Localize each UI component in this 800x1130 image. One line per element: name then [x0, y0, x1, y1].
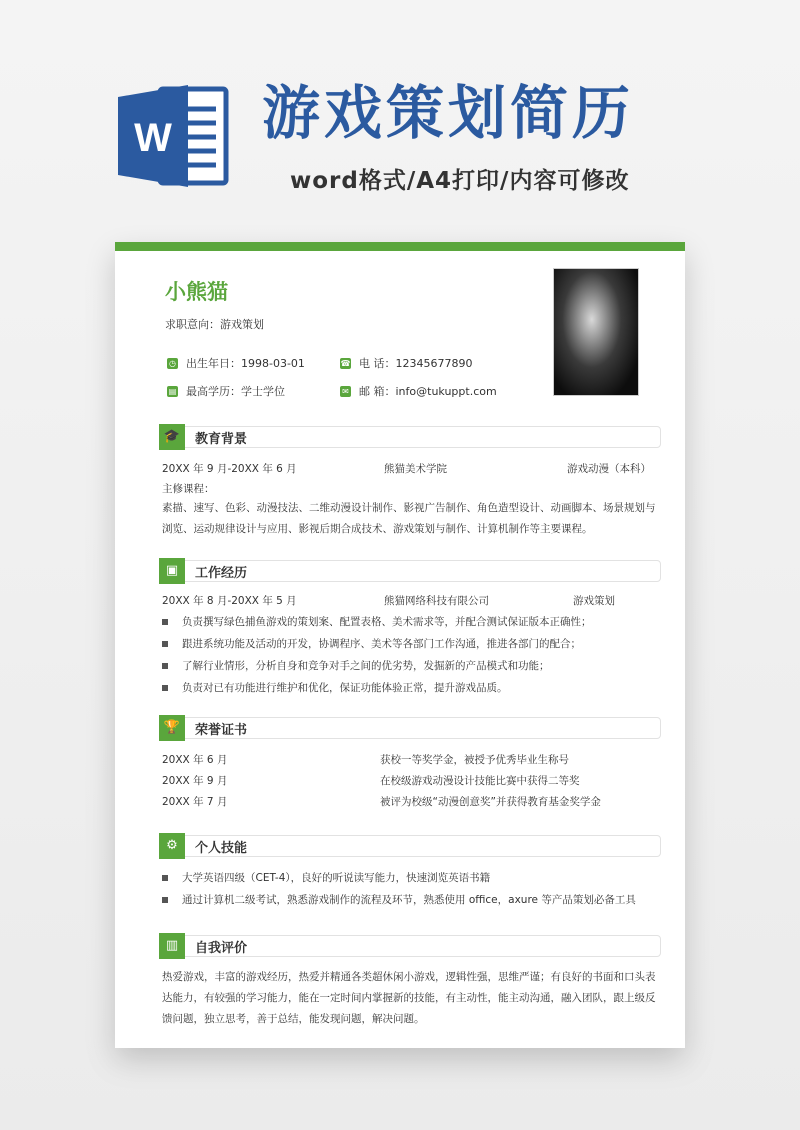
section-honors	[159, 717, 661, 741]
courses-label: 主修课程：	[162, 483, 215, 495]
resume-sheet	[115, 242, 685, 1048]
birth-text: 出生年日：1998-03-01	[186, 357, 305, 370]
graduation-cap-icon: 🎓	[159, 424, 185, 450]
section-work	[159, 560, 661, 584]
list-item: 大学英语四级（CET-4），良好的听说读写能力，快速浏览英语书籍	[162, 870, 662, 886]
education-school: 熊猫美术学院	[384, 463, 447, 475]
notepad-icon: ▥	[159, 933, 185, 959]
education-major: 游戏动漫（本科）	[567, 463, 651, 475]
list-item: 负责对已有功能进行维护和优化，保证功能体验正常，提升游戏品质。	[162, 680, 662, 696]
job-intent: 求职意向：游戏策划	[165, 318, 264, 331]
briefcase-icon: ▣	[159, 558, 185, 584]
email-text: 邮 箱：info@tukuppt.com	[359, 385, 497, 398]
education-row	[162, 461, 662, 477]
list-item: 通过计算机二级考试，熟悉游戏制作的流程及环节，熟悉使用 office，axure 等产品策划必备工具	[162, 892, 662, 908]
award-row: 20XX 年 7 月 被评为校级“动漫创意奖”并获得教育基金奖学金	[162, 796, 601, 808]
self-eval-text: 热爱游戏，丰富的游戏经历，热爱并精通各类超休闲小游戏，逻辑性强，思维严谨；有良好的书面和口头表达能力，有较强的学习能力，能在一定时间内掌握新的技能，有主动性，能主动沟通，融入团队，跟上级反馈问题，独立思考，善于总结，能发现问题，解决问题。	[162, 971, 656, 1025]
banner-subtitle: word格式/A4打印/内容可修改	[290, 168, 630, 194]
list-item: 跟进系统功能及活动的开发，协调程序、美术等各部门工作沟通，推进各部门的配合；	[162, 636, 662, 652]
section-title: 工作经历	[195, 566, 248, 581]
gear-icon: ⚙	[159, 833, 185, 859]
birth-info	[167, 355, 305, 371]
phone-icon: ☎	[340, 358, 351, 368]
work-row	[162, 593, 662, 609]
word-logo-icon	[118, 85, 230, 187]
work-position: 游戏策划	[573, 595, 615, 607]
education-period: 20XX 年 9 月-20XX 年 6 月	[162, 463, 297, 475]
section-self-eval	[159, 935, 661, 959]
phone-info	[340, 355, 472, 371]
banner-title: 游戏策划简历	[262, 79, 635, 147]
section-title: 教育背景	[195, 432, 248, 447]
candidate-name: 小熊猫	[165, 280, 228, 304]
award-row: 20XX 年 6 月 获校一等奖学金，被授予优秀毕业生称号	[162, 754, 569, 766]
phone-text: 电 话：12345677890	[359, 357, 473, 370]
section-skills	[159, 835, 661, 859]
section-education	[159, 426, 661, 450]
courses-text: 素描、速写、色彩、动漫技法、二维动漫设计制作、影视广告制作、角色造型设计、动画脚本、场景规划与浏览、运动规律设计与应用、影视后期合成技术、游戏策划与制作、计算机制作等主要课程。	[162, 502, 656, 535]
award-row: 20XX 年 9 月 在校级游戏动漫设计技能比赛中获得二等奖	[162, 775, 580, 787]
education-info	[167, 383, 285, 399]
list-item: 负责撰写绿色捕鱼游戏的策划案、配置表格、美术需求等，并配合测试保证版本正确性；	[162, 614, 662, 630]
work-company: 熊猫网络科技有限公司	[384, 595, 489, 607]
degree-icon: ▤	[168, 386, 177, 396]
section-title: 自我评价	[195, 941, 248, 956]
mail-icon: ✉	[340, 386, 351, 397]
section-title: 荣誉证书	[195, 723, 248, 738]
education-text: 最高学历：学士学位	[186, 385, 285, 398]
work-period: 20XX 年 8 月-20XX 年 5 月	[162, 595, 297, 607]
list-item: 了解行业情形，分析自身和竞争对手之间的优劣势，发掘新的产品模式和功能；	[162, 658, 662, 674]
section-title: 个人技能	[195, 841, 248, 856]
profile-photo	[553, 268, 639, 396]
trophy-icon: 🏆	[159, 715, 185, 741]
clock-icon: ◷	[167, 358, 178, 369]
email-info	[340, 383, 497, 399]
word-logo-letter: W	[134, 116, 172, 160]
